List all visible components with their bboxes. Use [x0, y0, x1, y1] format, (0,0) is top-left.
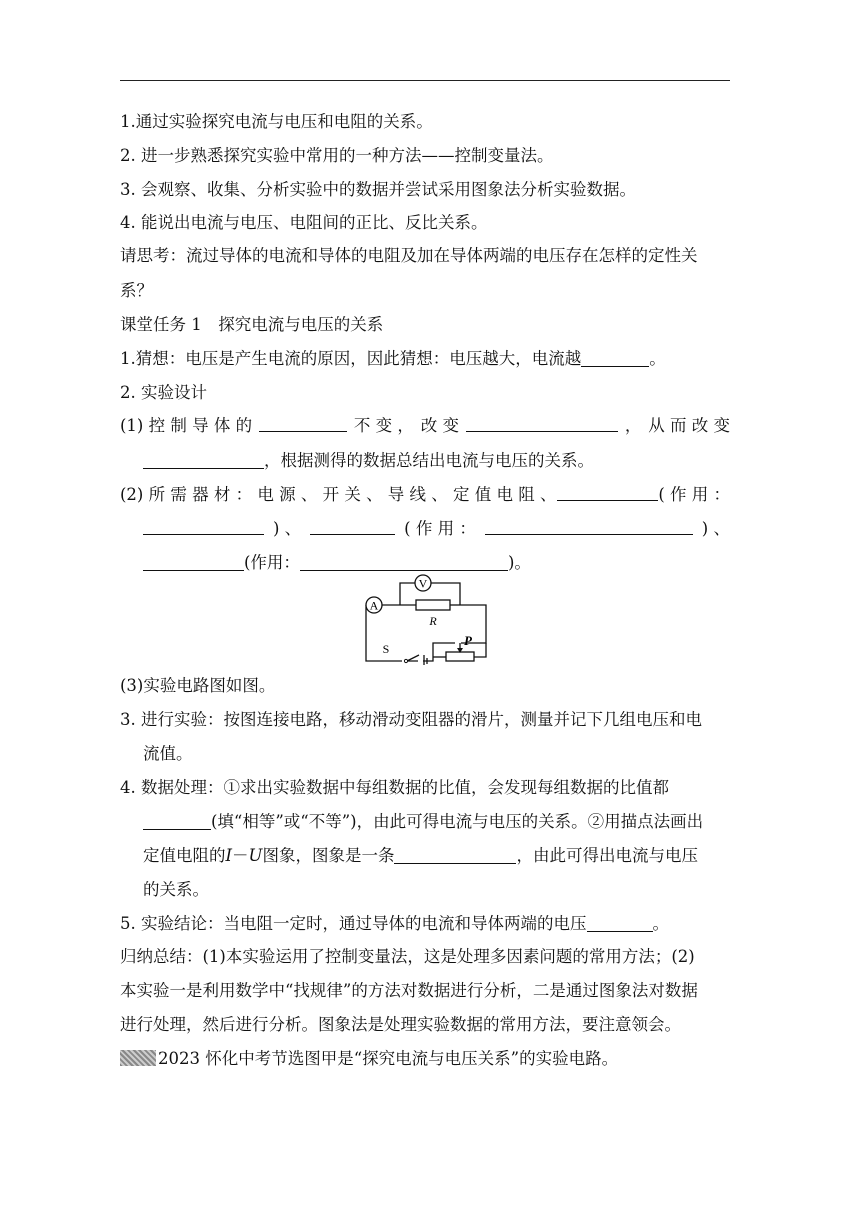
think-question-line2: 系？	[120, 281, 153, 300]
data-processing-line2: (填“相等”或“不等”)，由此可得电流与电压的关系。②用描点法画出	[143, 811, 703, 833]
objective-3: 3. 会观察、收集、分析实验中的数据并尝试采用图象法分析实验数据。	[120, 180, 636, 199]
design-2-line2: ) 、 ( 作 用 ： ) 、	[143, 518, 730, 540]
answer-blank[interactable]	[259, 415, 347, 432]
think-question-line1: 请思考：流过导体的电流和导体的电阻及加在导体两端的电压存在怎样的定性关	[120, 246, 698, 265]
data-processing-line3: 定值电阻的I－U图象，图象是一条 ，由此可得出电流与电压	[143, 846, 698, 865]
header-rule	[120, 80, 730, 81]
example-icon	[120, 1050, 156, 1066]
answer-blank[interactable]	[587, 915, 653, 932]
guess-line: 1.猜想：电压是产生电流的原因，因此猜想：电压越大，电流越 。	[120, 349, 666, 368]
conclusion-line: 5. 实验结论：当电阻一定时，通过导体的电流和导体两端的电压 。	[120, 914, 669, 933]
design-2-line3: (作用： )。	[143, 552, 531, 574]
switch-label: S	[382, 642, 390, 656]
design-title: 2. 实验设计	[120, 383, 207, 402]
task1-title: 课堂任务 1 探究电流与电压的关系	[120, 315, 384, 334]
ammeter-label: A	[369, 598, 379, 613]
summary-line1: 归纳总结：(1)本实验运用了控制变量法，这是处理多因素问题的常用方法；(2)	[120, 947, 695, 966]
design-1-line1: (1) 控 制 导 体 的 不 变 ， 改 变 ， 从 而 改 变	[120, 416, 730, 435]
design-2-line1: (2) 所 需 器 材 ： 电 源 、 开 关 、 导 线 、 定 值 电 阻 、 ( 作 用 ：	[120, 485, 730, 504]
answer-blank[interactable]	[143, 518, 264, 535]
design-3: (3)实验电路图如图。	[120, 676, 276, 695]
answer-blank[interactable]	[581, 350, 649, 367]
answer-blank[interactable]	[143, 813, 211, 830]
slider-label: P	[464, 633, 472, 648]
data-processing-line1: 4. 数据处理：①求出实验数据中每组数据的比值，会发现每组数据的比值都	[120, 778, 669, 797]
summary-line3: 进行处理，然后进行分析。图象法是处理实验数据的常用方法，要注意领会。	[120, 1015, 681, 1034]
answer-blank[interactable]	[310, 518, 395, 535]
design-1-line2: ，根据测得的数据总结出电流与电压的关系。	[143, 450, 594, 472]
experiment-line2: 流值。	[143, 744, 193, 763]
objective-1: 1.通过实验探究电流与电压和电阻的关系。	[120, 112, 433, 131]
example-line: 2023 怀化中考节选图甲是“探究电流与电压关系”的实验电路。	[120, 1048, 618, 1070]
objective-4: 4. 能说出电流与电压、电阻间的正比、反比关系。	[120, 213, 488, 232]
resistor-label: R	[429, 614, 437, 628]
guess-text: 1.猜想：电压是产生电流的原因，因此猜想：电压越大，电流越	[120, 349, 582, 368]
data-processing-line4: 的关系。	[143, 880, 209, 899]
answer-blank[interactable]	[300, 554, 508, 571]
answer-blank[interactable]	[143, 452, 264, 469]
answer-blank[interactable]	[557, 484, 659, 501]
objective-2: 2. 进一步熟悉探究实验中常用的一种方法——控制变量法。	[120, 146, 554, 165]
answer-blank[interactable]	[485, 518, 693, 535]
answer-blank[interactable]	[394, 847, 516, 864]
voltmeter-label: V	[418, 576, 428, 591]
summary-line2: 本实验一是利用数学中“找规律”的方法对数据进行分析，二是通过图象法对数据	[120, 981, 698, 1000]
answer-blank[interactable]	[466, 415, 618, 432]
circuit-diagram	[358, 573, 493, 665]
answer-blank[interactable]	[143, 554, 244, 571]
experiment-line1: 3. 进行实验：按图连接电路，移动滑动变阻器的滑片，测量并记下几组电压和电	[120, 710, 702, 729]
